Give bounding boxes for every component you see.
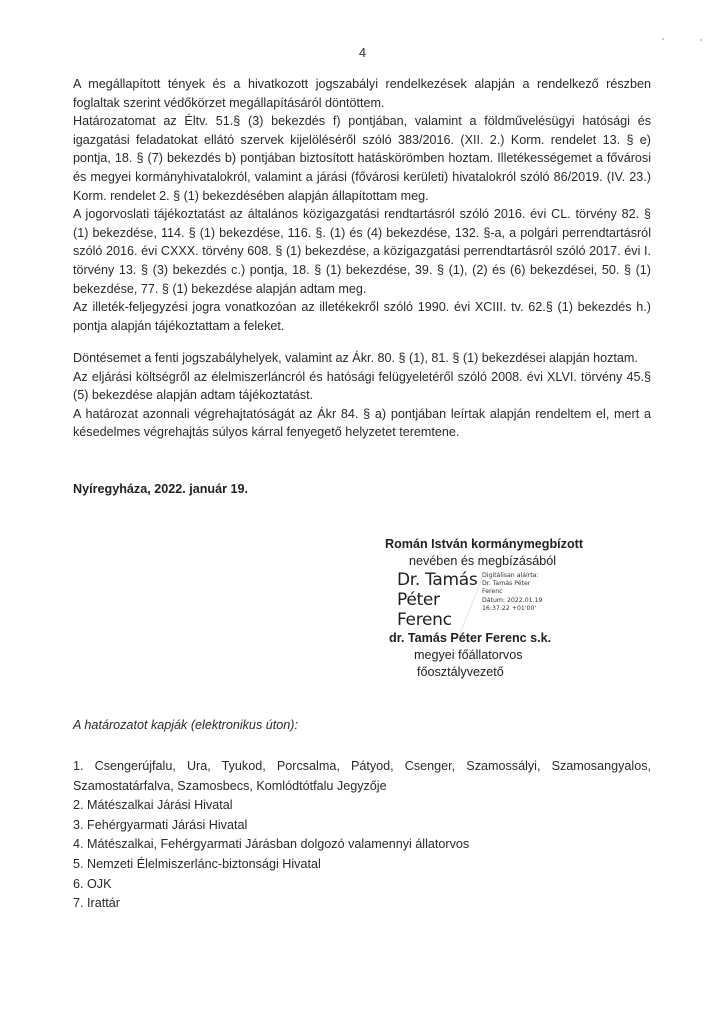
recipient-item: 7. Irattár — [73, 896, 120, 911]
paragraph-procedure-cost: Az eljárási költségről az élelmiszerláncról és hatósági felügyeletéről szóló 2008. évi XLVI. törvény 45.§ (5) bekezdése alapján adtam tájékoztatást. — [73, 369, 651, 403]
scan-artifact — [662, 38, 664, 40]
paragraph-authority: Határozatomat az Éltv. 51.§ (3) bekezdés f) pontjában, valamint a földművelésügyi hatósági és igazgatási feladatokat ellátó szervek kijelöléséről szóló 383/2016. (XII. 2.) Korm. rendelet 13. § e) pontja, 18. § (7) bekezdés b) pontjában biztosított hatáskörömben hoztam. Illetékességemet a fővárosi és megyei kormányhivatalokról, valamint a járási (fővárosi kerületi) hivatalokról szóló 86/2019. (IV. 23.) Korm. rendelet 2. § (1) bekezdésében alapján állapítottam meg. — [73, 114, 651, 203]
recipients-list — [73, 757, 651, 914]
recipient-item: 6. OJK — [73, 876, 112, 891]
paragraph-immediate-enforcement: A határozat azonnali végrehajtatóságát az Ákr 84. § a) pontjában leírtak alapján rendeltem el, mert a késedelmes végrehajtás súlyos kárral fenyegető helyzetet teremtene. — [73, 406, 651, 440]
recipient-item: 2. Mátészalkai Járási Hivatal — [73, 798, 233, 813]
paragraph-decision-basis: A megállapított tények és a hivatkozott jogszabályi rendelkezések alapján a rendelkező részben foglaltak szerint védőkörzet megállapításáról döntöttem. — [73, 77, 651, 110]
digital-signature-metadata: Digitálisan aláírta: Dr. Tamás Péter Ferenc Dátum: 2022.01.19 16:37:22 +01'00' — [482, 572, 543, 612]
paragraph-legal-remedy: A jogorvoslati tájékoztatást az általános közigazgatási rendtartásról szóló 2016. évi CL. törvény 82. § (1) bekezdése, 114. § (1) bekezdése, 116. §. (1) és (4) bekezdése, 132. §-a, a polgári perrendtartásról szóló 2016. évi CXXX. törvény 608. § (1) bekezdése, a közigazgatási perrendtartásról szóló 2017. évi I. törvény 13. § (3) bekezdés c.) pontja, 18. § (1) bekezdése, 39. § (1), (2) és (6) bekezdései, 50. § (1) bekezdése, 77. § (1) bekezdése alapján adtam meg. — [73, 207, 651, 296]
recipient-item: 1. Csengerújfalu, Ura, Tyukod, Porcsalma, Pátyod, Csenger, Szamossályi, Szamosangyalos, Szamostatárfalva, Szamosbecs, Komlódtótfalu Jegyzője — [73, 759, 651, 793]
recipient-item: 5. Nemzeti Élelmiszerlánc-biztonsági Hivatal — [73, 856, 321, 871]
scan-artifact — [700, 39, 702, 41]
signed-name: dr. Tamás Péter Ferenc s.k. — [389, 631, 552, 645]
signatory-department: főosztályvezető — [417, 665, 504, 679]
paragraph-decision-law: Döntésemet a fenti jogszabályhelyek, valamint az Ákr. 80. § (1), 81. § (1) bekezdései alapján hoztam. — [73, 351, 638, 365]
signature-block — [385, 537, 625, 679]
legal-basis-section — [73, 75, 651, 335]
signatory-role: megyei főállatorvos — [414, 648, 523, 662]
page-number: 4 — [358, 45, 367, 60]
digital-signature-stamp — [385, 570, 625, 630]
signatory-title: Román István kormánymegbízott — [385, 537, 584, 551]
digital-signature-name: Dr. Tamás Péter Ferenc — [397, 570, 478, 630]
recipient-item: 4. Mátészalkai, Fehérgyarmati Járásban dolgozó valamennyi állatorvos — [73, 837, 470, 852]
decision-section — [73, 349, 651, 442]
place-and-date: Nyíregyháza, 2022. január 19. — [73, 482, 249, 496]
recipients-heading: A határozatot kapják (elektronikus úton): — [73, 718, 298, 732]
recipient-item: 3. Fehérgyarmati Járási Hivatal — [73, 817, 248, 832]
on-behalf-line: nevében és megbízásából — [409, 554, 557, 568]
paragraph-fee-notice: Az illeték-feljegyzési jogra vonatkozóan az illetékekről szóló 1990. évi XCIII. tv. 62.§ (1) bekezdés h.) pontja alapján tájékoztattam a feleket. — [73, 300, 651, 333]
